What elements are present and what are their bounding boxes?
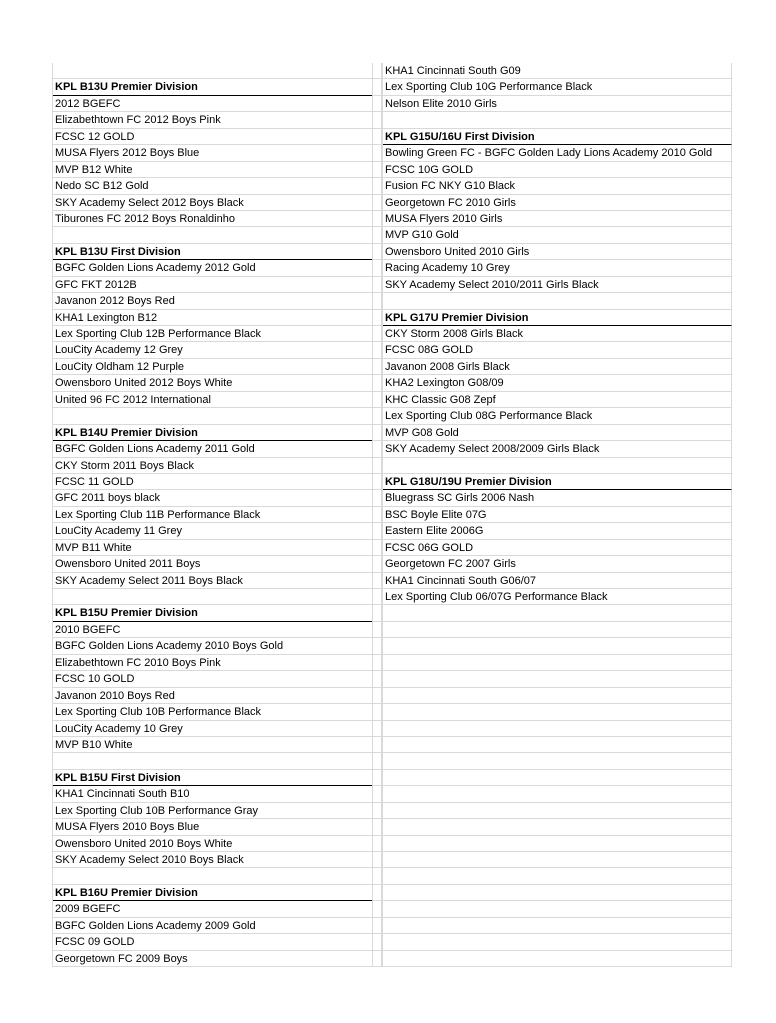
spacer-cell [372, 359, 382, 375]
empty-cell[interactable] [383, 638, 732, 654]
team-cell[interactable]: Bowling Green FC - BGFC Golden Lady Lions Academy 2010 Gold [383, 145, 732, 161]
team-cell[interactable]: Nedo SC B12 Gold [53, 178, 373, 194]
spacer-cell [372, 507, 382, 523]
spacer-cell [372, 523, 382, 539]
spacer-cell [372, 819, 382, 835]
empty-cell[interactable] [383, 737, 732, 753]
team-cell[interactable]: SKY Academy Select 2010 Boys Black [53, 852, 373, 868]
spacer-cell [372, 277, 382, 293]
team-cell[interactable]: Javanon 2008 Girls Black [383, 359, 732, 375]
spacer-cell [372, 737, 382, 753]
team-cell[interactable]: BGFC Golden Lions Academy 2012 Gold [53, 260, 373, 276]
spacer-cell [372, 803, 382, 819]
team-cell[interactable]: KHC Classic G08 Zepf [383, 392, 732, 408]
spacer-cell [372, 293, 382, 309]
team-cell[interactable]: CKY Storm 2011 Boys Black [53, 458, 373, 474]
spacer-cell [372, 310, 382, 326]
team-cell[interactable]: MVP G10 Gold [383, 227, 732, 243]
spacer-cell [372, 211, 382, 227]
spacer-cell [372, 885, 382, 901]
team-cell[interactable]: FCSC 10 GOLD [53, 671, 373, 687]
team-cell[interactable]: Racing Academy 10 Grey [383, 260, 732, 276]
team-cell[interactable]: KHA1 Cincinnati South G09 [383, 63, 732, 79]
spacer-cell [372, 934, 382, 950]
team-cell[interactable]: 2012 BGEFC [53, 96, 373, 112]
division-header[interactable]: KPL G15U/16U First Division [383, 129, 732, 145]
team-cell[interactable]: Javanon 2010 Boys Red [53, 688, 373, 704]
spacer-cell [372, 951, 382, 967]
spacer-column [372, 63, 382, 967]
team-cell[interactable]: Georgetown FC 2009 Boys [53, 951, 373, 967]
team-cell[interactable]: Tiburones FC 2012 Boys Ronaldinho [53, 211, 373, 227]
team-cell[interactable]: FCSC 12 GOLD [53, 129, 373, 145]
team-cell[interactable]: Lex Sporting Club 06/07G Performance Black [383, 589, 732, 605]
spacer-cell [372, 392, 382, 408]
spacer-cell [372, 227, 382, 243]
spacer-cell [372, 425, 382, 441]
spacer-cell [372, 96, 382, 112]
team-cell[interactable]: Javanon 2012 Boys Red [53, 293, 373, 309]
division-header[interactable]: KPL B16U Premier Division [53, 885, 373, 901]
spacer-cell [372, 770, 382, 786]
empty-cell[interactable] [383, 721, 732, 737]
team-cell[interactable]: Lex Sporting Club 10B Performance Gray [53, 803, 373, 819]
empty-cell[interactable] [383, 704, 732, 720]
team-cell[interactable]: Georgetown FC 2007 Girls [383, 556, 732, 572]
team-cell[interactable]: Lex Sporting Club 10B Performance Black [53, 704, 373, 720]
team-cell[interactable]: BSC Boyle Elite 07G [383, 507, 732, 523]
spacer-cell [372, 112, 382, 128]
team-cell[interactable]: Elizabethtown FC 2010 Boys Pink [53, 655, 373, 671]
division-header[interactable]: KPL B13U First Division [53, 244, 373, 260]
team-cell[interactable]: FCSC 08G GOLD [383, 342, 732, 358]
team-cell[interactable]: SKY Academy Select 2008/2009 Girls Black [383, 441, 732, 457]
team-cell[interactable]: United 96 FC 2012 International [53, 392, 373, 408]
team-cell[interactable]: FCSC 10G GOLD [383, 162, 732, 178]
empty-cell[interactable] [383, 605, 732, 621]
empty-cell[interactable] [383, 951, 732, 967]
team-cell[interactable]: MVP G08 Gold [383, 425, 732, 441]
empty-cell[interactable] [53, 408, 373, 424]
empty-cell[interactable] [383, 868, 732, 884]
division-header[interactable]: KPL B13U Premier Division [53, 79, 373, 95]
left-column [52, 63, 373, 967]
spacer-cell [372, 458, 382, 474]
division-header[interactable]: KPL B15U Premier Division [53, 605, 373, 621]
team-cell[interactable]: SKY Academy Select 2010/2011 Girls Black [383, 277, 732, 293]
team-cell[interactable]: MUSA Flyers 2010 Boys Blue [53, 819, 373, 835]
empty-cell[interactable] [53, 227, 373, 243]
team-cell[interactable]: SKY Academy Select 2011 Boys Black [53, 573, 373, 589]
team-cell[interactable]: FCSC 11 GOLD [53, 474, 373, 490]
team-cell[interactable]: Lex Sporting Club 08G Performance Black [383, 408, 732, 424]
spacer-cell [372, 326, 382, 342]
spacer-cell [372, 260, 382, 276]
spacer-cell [372, 605, 382, 621]
team-cell[interactable]: FCSC 06G GOLD [383, 540, 732, 556]
team-cell[interactable]: Lex Sporting Club 11B Performance Black [53, 507, 373, 523]
spacer-cell [372, 63, 382, 79]
team-cell[interactable]: Eastern Elite 2006G [383, 523, 732, 539]
team-cell[interactable]: Owensboro United 2011 Boys [53, 556, 373, 572]
team-cell[interactable]: MUSA Flyers 2012 Boys Blue [53, 145, 373, 161]
spacer-cell [372, 540, 382, 556]
spacer-cell [372, 145, 382, 161]
spacer-cell [372, 688, 382, 704]
team-cell[interactable]: MUSA Flyers 2010 Girls [383, 211, 732, 227]
spacer-cell [372, 836, 382, 852]
team-cell[interactable]: Lex Sporting Club 10G Performance Black [383, 79, 732, 95]
empty-cell[interactable] [383, 819, 732, 835]
team-cell[interactable]: Owensboro United 2012 Boys White [53, 375, 373, 391]
team-cell[interactable]: Nelson Elite 2010 Girls [383, 96, 732, 112]
empty-cell[interactable] [383, 293, 732, 309]
spacer-cell [372, 655, 382, 671]
empty-cell[interactable] [53, 589, 373, 605]
division-header[interactable]: KPL B15U First Division [53, 770, 373, 786]
spacer-cell [372, 786, 382, 802]
empty-cell[interactable] [383, 803, 732, 819]
spacer-cell [372, 342, 382, 358]
spacer-cell [372, 589, 382, 605]
spacer-cell [372, 79, 382, 95]
team-cell[interactable]: BGFC Golden Lions Academy 2010 Boys Gold [53, 638, 373, 654]
team-cell[interactable]: MVP B11 White [53, 540, 373, 556]
division-header[interactable]: KPL G17U Premier Division [383, 310, 732, 326]
spacer-cell [372, 753, 382, 769]
spacer-cell [372, 721, 382, 737]
team-cell[interactable]: Owensboro United 2010 Girls [383, 244, 732, 260]
empty-cell[interactable] [53, 753, 373, 769]
empty-cell[interactable] [383, 885, 732, 901]
empty-cell[interactable] [383, 622, 732, 638]
team-cell[interactable]: CKY Storm 2008 Girls Black [383, 326, 732, 342]
team-cell[interactable]: FCSC 09 GOLD [53, 934, 373, 950]
empty-cell[interactable] [53, 63, 373, 79]
team-cell[interactable]: Owensboro United 2010 Boys White [53, 836, 373, 852]
team-cell[interactable]: BGFC Golden Lions Academy 2011 Gold [53, 441, 373, 457]
empty-cell[interactable] [383, 688, 732, 704]
empty-cell[interactable] [383, 112, 732, 128]
empty-cell[interactable] [383, 836, 732, 852]
team-cell[interactable]: Fusion FC NKY G10 Black [383, 178, 732, 194]
empty-cell[interactable] [383, 458, 732, 474]
spacer-cell [372, 638, 382, 654]
team-cell[interactable]: SKY Academy Select 2012 Boys Black [53, 195, 373, 211]
team-cell[interactable]: GFC 2011 boys black [53, 490, 373, 506]
empty-cell[interactable] [383, 852, 732, 868]
team-cell[interactable]: Elizabethtown FC 2012 Boys Pink [53, 112, 373, 128]
spacer-cell [372, 195, 382, 211]
spacer-cell [372, 129, 382, 145]
team-cell[interactable]: KHA1 Lexington B12 [53, 310, 373, 326]
empty-cell[interactable] [383, 655, 732, 671]
spacer-cell [372, 162, 382, 178]
empty-cell[interactable] [383, 934, 732, 950]
spacer-cell [372, 490, 382, 506]
spacer-cell [372, 622, 382, 638]
empty-cell[interactable] [383, 786, 732, 802]
spacer-cell [372, 671, 382, 687]
empty-cell[interactable] [383, 671, 732, 687]
team-cell[interactable]: BGFC Golden Lions Academy 2009 Gold [53, 918, 373, 934]
division-header[interactable]: KPL G18U/19U Premier Division [383, 474, 732, 490]
team-cell[interactable]: LouCity Academy 11 Grey [53, 523, 373, 539]
spacer-cell [372, 178, 382, 194]
team-cell[interactable]: MVP B10 White [53, 737, 373, 753]
right-column [382, 63, 732, 967]
empty-cell[interactable] [383, 901, 732, 917]
team-cell[interactable]: 2009 BGEFC [53, 901, 373, 917]
spacer-cell [372, 441, 382, 457]
spacer-cell [372, 244, 382, 260]
empty-cell[interactable] [383, 770, 732, 786]
spacer-cell [372, 474, 382, 490]
empty-cell[interactable] [53, 868, 373, 884]
spacer-cell [372, 556, 382, 572]
spacer-cell [372, 901, 382, 917]
team-cell[interactable]: KHA1 Cincinnati South G06/07 [383, 573, 732, 589]
spacer-cell [372, 408, 382, 424]
team-cell[interactable]: LouCity Oldham 12 Purple [53, 359, 373, 375]
spacer-cell [372, 375, 382, 391]
team-cell[interactable]: Georgetown FC 2010 Girls [383, 195, 732, 211]
team-cell[interactable]: KHA2 Lexington G08/09 [383, 375, 732, 391]
team-cell[interactable]: GFC FKT 2012B [53, 277, 373, 293]
spacer-cell [372, 704, 382, 720]
spacer-cell [372, 868, 382, 884]
team-cell[interactable]: Bluegrass SC Girls 2006 Nash [383, 490, 732, 506]
team-cell[interactable]: KHA1 Cincinnati South B10 [53, 786, 373, 802]
team-cell[interactable]: MVP B12 White [53, 162, 373, 178]
empty-cell[interactable] [383, 753, 732, 769]
team-cell[interactable]: 2010 BGEFC [53, 622, 373, 638]
team-cell[interactable]: LouCity Academy 10 Grey [53, 721, 373, 737]
spacer-cell [372, 852, 382, 868]
division-header[interactable]: KPL B14U Premier Division [53, 425, 373, 441]
spacer-cell [372, 573, 382, 589]
spacer-cell [372, 918, 382, 934]
empty-cell[interactable] [383, 918, 732, 934]
team-cell[interactable]: LouCity Academy 12 Grey [53, 342, 373, 358]
team-cell[interactable]: Lex Sporting Club 12B Performance Black [53, 326, 373, 342]
